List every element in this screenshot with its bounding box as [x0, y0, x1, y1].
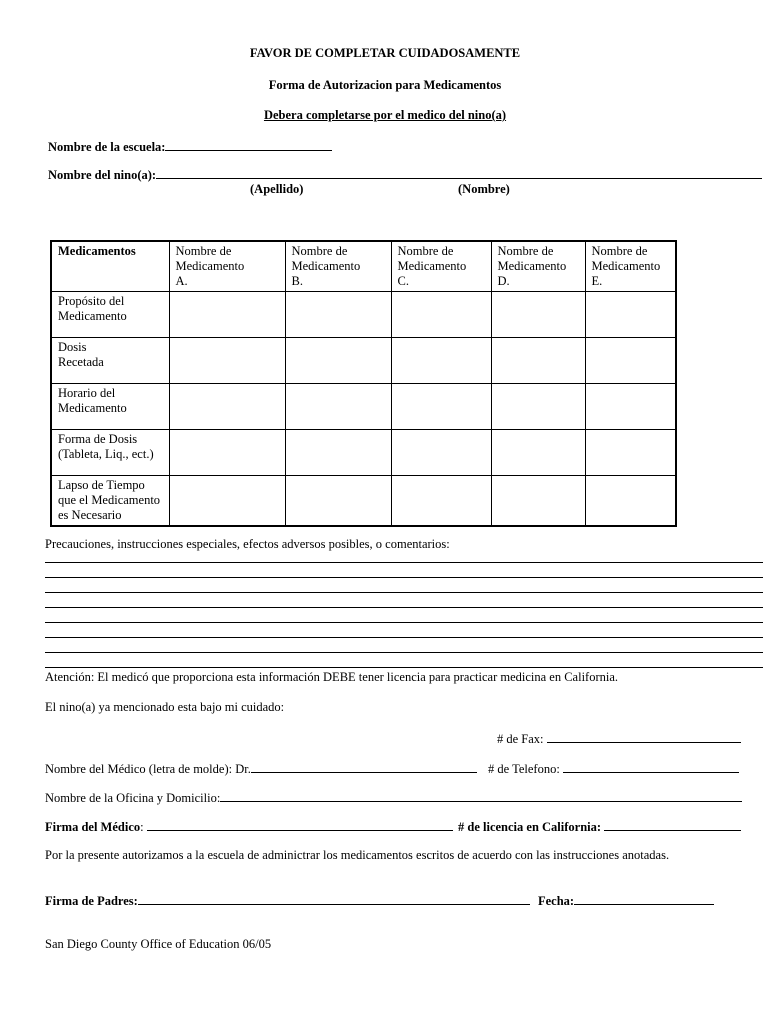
- surname-caption: (Apellido): [250, 182, 304, 196]
- table-cell[interactable]: [285, 338, 391, 384]
- row-label: Horario del Medicamento: [51, 384, 169, 430]
- form-title: Forma de Autorizacion para Medicamentos: [268, 78, 502, 92]
- doctor-name-label: Nombre del Médico (letra de molde): Dr.: [45, 762, 251, 776]
- doctor-signature-label: Firma del Médico: [45, 820, 141, 834]
- child-field: [48, 166, 762, 183]
- comment-line[interactable]: [45, 592, 763, 593]
- date-field: [538, 892, 714, 909]
- table-cell[interactable]: [585, 430, 676, 476]
- column-header: Nombre de Medicamento A.: [169, 241, 285, 292]
- table-cell[interactable]: [491, 292, 585, 338]
- table-cell[interactable]: [491, 430, 585, 476]
- school-input-line[interactable]: [165, 138, 332, 151]
- table-cell[interactable]: [169, 476, 285, 527]
- child-label: Nombre del nino(a):: [48, 168, 157, 182]
- phone-input-line[interactable]: [563, 760, 739, 773]
- phone-label: # de Telefono:: [488, 762, 560, 776]
- comment-line[interactable]: [45, 562, 763, 563]
- comment-line[interactable]: [45, 577, 763, 578]
- fax-input-line[interactable]: [547, 730, 741, 743]
- table-corner-label: Medicamentos: [51, 241, 169, 292]
- table-cell[interactable]: [285, 292, 391, 338]
- name-caption: (Nombre): [458, 182, 510, 196]
- table-cell[interactable]: [491, 384, 585, 430]
- comment-line[interactable]: [45, 637, 763, 638]
- office-field: [45, 789, 742, 806]
- license-field: [458, 818, 741, 835]
- office-input-line[interactable]: [220, 789, 742, 802]
- doctor-signature-input-line[interactable]: [147, 818, 453, 831]
- row-label: Lapso de Tiempo que el Medicamento es Necesario: [51, 476, 169, 527]
- date-label: Fecha:: [538, 894, 575, 908]
- doctor-name-input-line[interactable]: [251, 760, 477, 773]
- table-cell[interactable]: [585, 338, 676, 384]
- column-header: Nombre de Medicamento D.: [491, 241, 585, 292]
- table-cell[interactable]: [585, 292, 676, 338]
- fax-label: # de Fax:: [497, 732, 544, 746]
- column-header: Nombre de Medicamento E.: [585, 241, 676, 292]
- form-heading: FAVOR DE COMPLETAR CUIDADOSAMENTE: [249, 46, 521, 60]
- row-label: Propósito del Medicamento: [51, 292, 169, 338]
- doctor-signature-field: [45, 818, 453, 835]
- table-cell[interactable]: [491, 476, 585, 527]
- school-field: [48, 138, 332, 155]
- doctor-name-field: [45, 760, 477, 777]
- table-cell[interactable]: [285, 430, 391, 476]
- comment-line[interactable]: [45, 667, 763, 668]
- table-cell[interactable]: [391, 338, 491, 384]
- fax-field: [497, 730, 741, 747]
- license-label: # de licencia en California:: [458, 820, 602, 834]
- attention-note: Atención: El medicó que proporciona esta información DEBE tener licencia para practicar medicina en California.: [45, 670, 619, 684]
- table-cell[interactable]: [169, 292, 285, 338]
- table-cell[interactable]: [491, 338, 585, 384]
- table-cell[interactable]: [169, 338, 285, 384]
- office-label: Nombre de la Oficina y Domicilio:: [45, 791, 221, 805]
- table-cell[interactable]: [391, 292, 491, 338]
- parent-signature-input-line[interactable]: [138, 892, 530, 905]
- table-cell[interactable]: [169, 430, 285, 476]
- comment-line[interactable]: [45, 607, 763, 608]
- table-cell[interactable]: [391, 476, 491, 527]
- column-header: Nombre de Medicamento B.: [285, 241, 391, 292]
- table-cell[interactable]: [285, 476, 391, 527]
- table-cell[interactable]: [285, 384, 391, 430]
- table-cell[interactable]: [169, 384, 285, 430]
- form-subtitle: Debera completarse por el medico del nino(a): [263, 108, 507, 122]
- parent-signature-field: [45, 892, 530, 909]
- authorization-statement: Por la presente autorizamos a la escuela de adminictrar los medicamentos escritos de acuerdo con las instrucciones anotadas.: [45, 848, 670, 862]
- table-cell[interactable]: [585, 476, 676, 527]
- table-row: [51, 338, 676, 384]
- date-input-line[interactable]: [574, 892, 714, 905]
- school-label: Nombre de la escuela:: [48, 140, 166, 154]
- license-input-line[interactable]: [604, 818, 741, 831]
- comment-line[interactable]: [45, 652, 763, 653]
- footer-note: San Diego County Office of Education 06/05: [45, 937, 272, 951]
- table-cell[interactable]: [391, 384, 491, 430]
- table-row: [51, 292, 676, 338]
- table-cell[interactable]: [585, 384, 676, 430]
- child-input-line[interactable]: [156, 166, 762, 179]
- comments-label: Precauciones, instrucciones especiales, efectos adversos posibles, o comentarios:: [45, 537, 450, 551]
- medication-table: [50, 240, 677, 527]
- row-label: Forma de Dosis (Tableta, Liq., ect.): [51, 430, 169, 476]
- column-header: Nombre de Medicamento C.: [391, 241, 491, 292]
- comment-line[interactable]: [45, 622, 763, 623]
- table-row: [51, 476, 676, 527]
- table-row: [51, 384, 676, 430]
- doctor-signature-colon: :: [140, 820, 144, 834]
- row-label: Dosis Recetada: [51, 338, 169, 384]
- parent-signature-label: Firma de Padres:: [45, 894, 138, 908]
- phone-field: [488, 760, 739, 777]
- table-header-row: [51, 241, 676, 292]
- table-row: [51, 430, 676, 476]
- table-cell[interactable]: [391, 430, 491, 476]
- care-statement: El nino(a) ya mencionado esta bajo mi cuidado:: [45, 700, 285, 714]
